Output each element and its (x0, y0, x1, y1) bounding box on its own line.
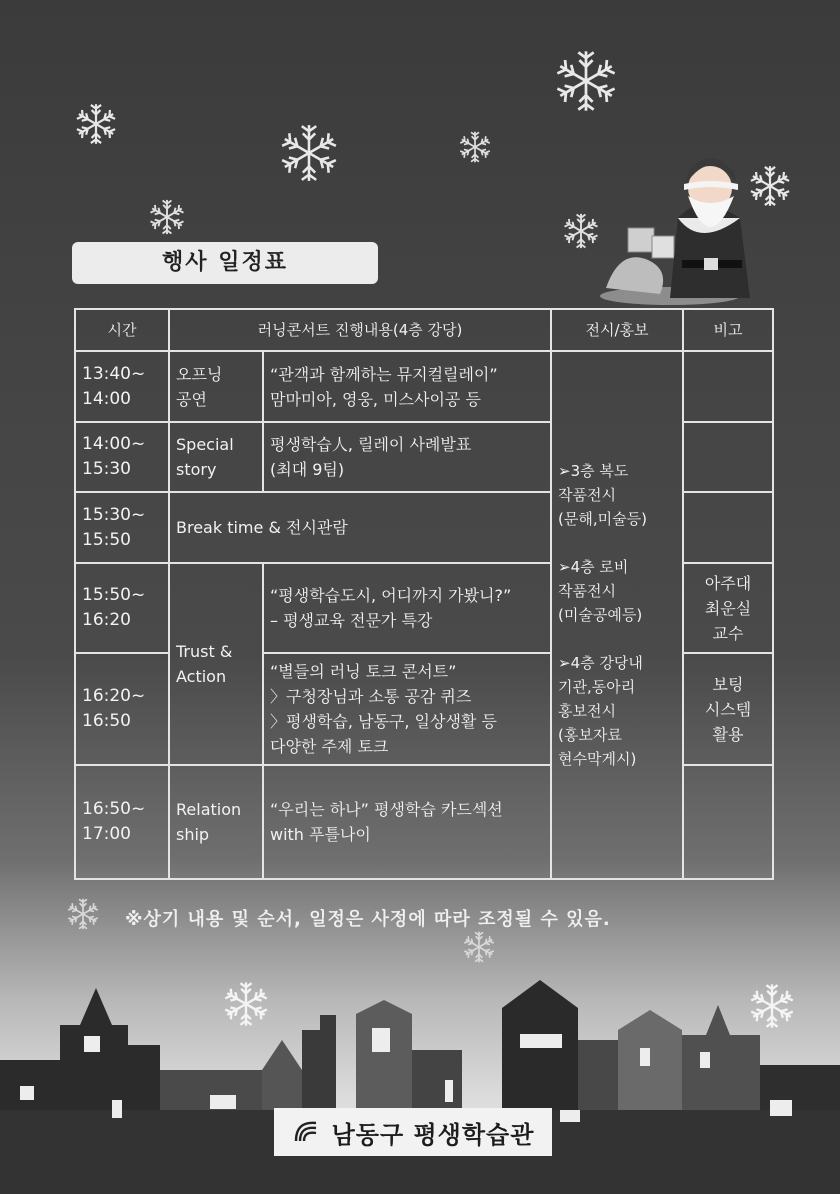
header-content: 러닝콘서트 진행내용(4층 강당) (169, 309, 551, 351)
detail-cell: “평생학습도시, 어디까지 가봤니?” – 평생교육 전문가 특강 (263, 563, 551, 653)
page-title: 행사 일정표 (72, 242, 378, 284)
remark-cell: 보팅 시스템 활용 (683, 653, 773, 765)
santa-illustration (600, 148, 760, 306)
schedule-table (74, 308, 774, 880)
header-remark: 비고 (683, 309, 773, 351)
time-cell: 16:50~ 17:00 (75, 765, 169, 879)
remark-cell (683, 351, 773, 422)
time-cell: 15:50~ 16:20 (75, 563, 169, 653)
time-cell: 15:30~ 15:50 (75, 492, 169, 563)
detail-cell: “관객과 함께하는 뮤지컬릴레이” 맘마미아, 영웅, 미스사이공 등 (263, 351, 551, 422)
snowflake-icon (74, 102, 118, 146)
remark-cell: 아주대 최운실 교수 (683, 563, 773, 653)
time-cell: 14:00~ 15:30 (75, 422, 169, 492)
detail-cell: 평생학습人, 릴레이 사례발표 (최대 9팀) (263, 422, 551, 492)
category-cell: Relation ship (169, 765, 263, 879)
time-cell: 16:20~ 16:50 (75, 653, 169, 765)
notice-text: ※상기 내용 및 순서, 일정은 사정에 따라 조정될 수 있음. (125, 909, 611, 930)
detail-cell: “별들의 러닝 토크 콘서트” 〉구청장님과 소통 공감 퀴즈 〉평생학습, 남동구, 일상생활 등 다양한 주제 토크 (263, 653, 551, 765)
category-cell: Special story (169, 422, 263, 492)
table-row (75, 351, 773, 422)
organization-name: 남동구 평생학습관 (331, 1120, 535, 1149)
header-time: 시간 (75, 309, 169, 351)
snowflake-icon (458, 130, 492, 164)
snowflake-icon (553, 48, 619, 114)
detail-cell: Break time & 전시관람 (169, 492, 551, 563)
snowflake-icon (278, 122, 340, 184)
detail-cell: “우리는 하나” 평생학습 카드섹션 with 푸틀나이 (263, 765, 551, 879)
snowflake-icon (148, 198, 186, 236)
category-cell: 오프닝 공연 (169, 351, 263, 422)
remark-cell (683, 765, 773, 879)
remark-cell (683, 492, 773, 563)
city-skyline-illustration (0, 970, 840, 1194)
table-header-row (75, 309, 773, 351)
snowflake-icon (66, 897, 100, 931)
snowflake-icon (462, 930, 496, 964)
exhibit-cell: ➢3층 복도 작품전시 (문해,미술등) ➢4층 로비 작품전시 (미술공예등) ➢4층 강당내 기관,동아리 홍보전시 (홍보자료 현수막게시) (551, 351, 683, 879)
time-cell: 13:40~ 14:00 (75, 351, 169, 422)
organization-logo (274, 1108, 552, 1156)
category-cell: Trust & Action (169, 563, 263, 765)
snowflake-icon (562, 212, 600, 250)
remark-cell (683, 422, 773, 492)
spiral-logo-icon (292, 1117, 322, 1147)
header-exhibit: 전시/홍보 (551, 309, 683, 351)
